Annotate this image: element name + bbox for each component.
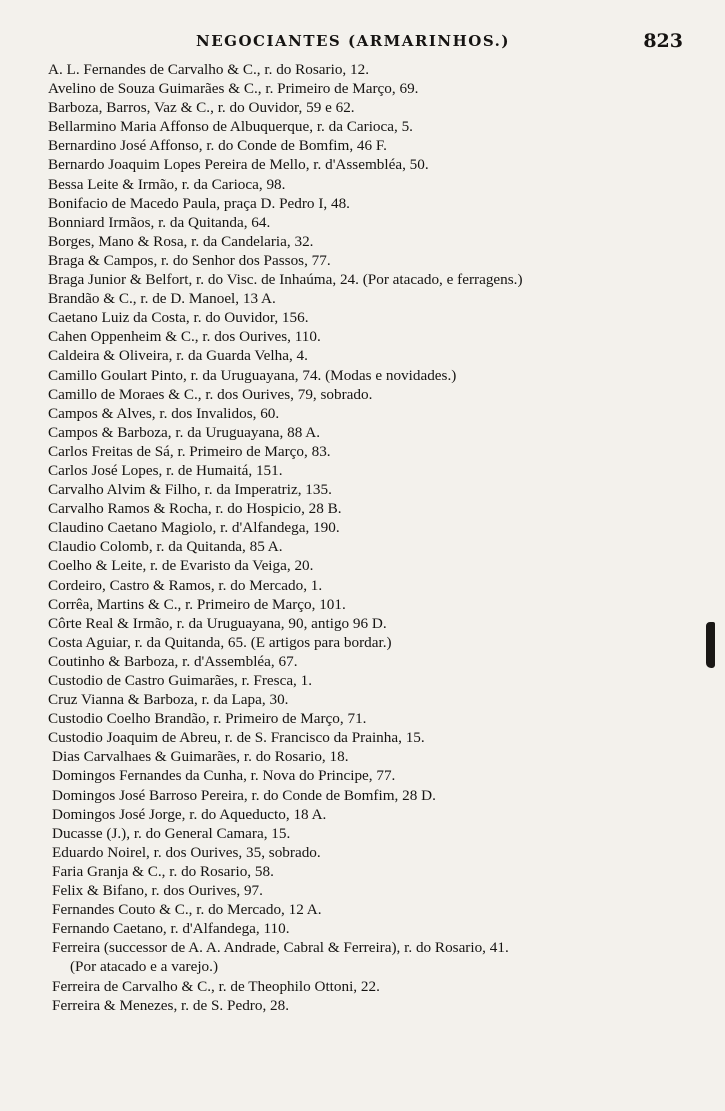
directory-entry — [0, 366, 725, 385]
entry-text: Campos & Barboza, r. da Uruguayana, 88 A. — [48, 423, 321, 441]
directory-entry — [0, 346, 725, 365]
entry-text: Domingos Fernandes da Cunha, r. Nova do Principe, 77. — [52, 767, 396, 785]
directory-entry — [0, 442, 725, 461]
entry-text: Cruz Vianna & Barboza, r. da Lapa, 30. — [48, 691, 289, 709]
directory-entry — [0, 518, 725, 537]
directory-entry — [0, 194, 725, 213]
directory-entry — [0, 461, 725, 480]
entry-text: Bonifacio de Macedo Paula, praça D. Pedro I, 48. — [48, 194, 350, 212]
directory-entry — [0, 919, 725, 938]
directory-entry — [0, 232, 725, 251]
directory-entry — [0, 60, 725, 79]
directory-entry — [0, 537, 725, 556]
entry-text: Carvalho Ramos & Rocha, r. do Hospicio, 28 B. — [48, 500, 342, 518]
entry-text: Carvalho Alvim & Filho, r. da Imperatriz, 135. — [48, 481, 332, 499]
directory-entry — [0, 652, 725, 671]
directory-entry — [0, 327, 725, 346]
directory-entry — [0, 690, 725, 709]
directory-entry — [0, 556, 725, 575]
entry-text: Domingos José Jorge, r. do Aqueducto, 18 A. — [52, 805, 327, 823]
directory-entry — [0, 499, 725, 518]
entry-text: Fernando Caetano, r. d'Alfandega, 110. — [52, 920, 290, 938]
directory-entry — [0, 595, 725, 614]
entry-text: Côrte Real & Irmão, r. da Uruguayana, 90, antigo 96 D. — [48, 614, 387, 632]
entry-text: Ducasse (J.), r. do General Camara, 15. — [52, 824, 291, 842]
entry-text: Barboza, Barros, Vaz & C., r. do Ouvidor, 59 e 62. — [48, 99, 355, 117]
directory-entry — [0, 747, 725, 766]
directory-entry — [0, 270, 725, 289]
entry-text: Carlos José Lopes, r. de Humaitá, 151. — [48, 461, 283, 479]
entry-text: Cordeiro, Castro & Ramos, r. do Mercado, 1. — [48, 576, 323, 594]
directory-entry — [0, 404, 725, 423]
merchant-list — [0, 60, 725, 1015]
entry-text: Campos & Alves, r. dos Invalidos, 60. — [48, 404, 280, 422]
directory-entry — [0, 251, 725, 270]
entry-text: Coutinho & Barboza, r. d'Assembléa, 67. — [48, 652, 298, 670]
directory-entry — [0, 614, 725, 633]
entry-text: Borges, Mano & Rosa, r. da Candelaria, 32. — [48, 232, 314, 250]
entry-text: Brandão & C., r. de D. Manoel, 13 A. — [48, 290, 276, 308]
directory-entry — [0, 423, 725, 442]
entry-text: Claudio Colomb, r. da Quitanda, 85 A. — [48, 538, 283, 556]
entry-text: Domingos José Barroso Pereira, r. do Conde de Bomfim, 28 D. — [52, 786, 436, 804]
directory-entry — [0, 843, 725, 862]
directory-entry — [0, 900, 725, 919]
directory-entry — [0, 308, 725, 327]
entry-text: Custodio Coelho Brandão, r. Primeiro de Março, 71. — [48, 710, 367, 728]
directory-entry — [0, 98, 725, 117]
entry-text: Corrêa, Martins & C., r. Primeiro de Março, 101. — [48, 595, 346, 613]
entry-text: Claudino Caetano Magiolo, r. d'Alfandega, 190. — [48, 519, 340, 537]
entry-text: Braga & Campos, r. do Senhor dos Passos, 77. — [48, 251, 331, 269]
entry-text: Cahen Oppenheim & C., r. dos Ourives, 110. — [48, 328, 321, 346]
entry-text: Coelho & Leite, r. de Evaristo da Veiga, 20. — [48, 557, 314, 575]
entry-text: Ferreira (successor de A. A. Andrade, Cabral & Ferreira), r. do Rosario, 41. — [52, 939, 509, 957]
page-header — [0, 30, 725, 56]
ink-blot — [706, 622, 715, 668]
entry-text: Eduardo Noirel, r. dos Ourives, 35, sobrado. — [52, 843, 321, 861]
entry-text: Caetano Luiz da Costa, r. do Ouvidor, 156. — [48, 309, 309, 327]
entry-text: Faria Granja & C., r. do Rosario, 58. — [52, 862, 274, 880]
directory-entry — [0, 977, 725, 996]
entry-text: Dias Carvalhaes & Guimarães, r. do Rosario, 18. — [52, 748, 349, 766]
entry-continuation: (Por atacado e a varejo.) — [70, 958, 218, 976]
directory-entry — [0, 155, 725, 174]
entry-text: Carlos Freitas de Sá, r. Primeiro de Março, 83. — [48, 442, 331, 460]
directory-entry — [0, 289, 725, 308]
entry-text: Camillo Goulart Pinto, r. da Uruguayana, 74. (Modas e novidades.) — [48, 366, 457, 384]
directory-entry — [0, 480, 725, 499]
directory-entry — [0, 881, 725, 900]
entry-text: Bonniard Irmãos, r. da Quitanda, 64. — [48, 213, 271, 231]
directory-entry — [0, 136, 725, 155]
directory-entry — [0, 996, 725, 1015]
entry-text: Ferreira & Menezes, r. de S. Pedro, 28. — [52, 996, 290, 1014]
directory-entry — [0, 766, 725, 785]
directory-entry — [0, 938, 725, 976]
entry-text: Bernardino José Affonso, r. do Conde de Bomfim, 46 F. — [48, 137, 387, 155]
entry-text: Felix & Bifano, r. dos Ourives, 97. — [52, 882, 263, 900]
entry-text: Fernandes Couto & C., r. do Mercado, 12 A. — [52, 901, 322, 919]
entry-text: Caldeira & Oliveira, r. da Guarda Velha, 4. — [48, 347, 308, 365]
directory-entry — [0, 786, 725, 805]
entry-text: Bessa Leite & Irmão, r. da Carioca, 98. — [48, 175, 286, 193]
directory-entry — [0, 862, 725, 881]
entry-text: Costa Aguiar, r. da Quitanda, 65. (E artigos para bordar.) — [48, 633, 392, 651]
directory-entry — [0, 213, 725, 232]
entry-text: Bernardo Joaquim Lopes Pereira de Mello, r. d'Assembléa, 50. — [48, 156, 429, 174]
directory-entry — [0, 709, 725, 728]
entry-text: Braga Junior & Belfort, r. do Visc. de Inhaúma, 24. (Por atacado, e ferragens.) — [48, 271, 523, 289]
directory-entry — [0, 824, 725, 843]
directory-entry — [0, 79, 725, 98]
directory-entry — [0, 728, 725, 747]
directory-entry — [0, 385, 725, 404]
directory-entry — [0, 175, 725, 194]
page-number: 823 — [643, 30, 683, 52]
entry-text: Custodio de Castro Guimarães, r. Fresca, 1. — [48, 672, 313, 689]
directory-entry — [0, 576, 725, 595]
directory-entry — [0, 633, 725, 652]
entry-text: Avelino de Souza Guimarães & C., r. Primeiro de Março, 69. — [48, 80, 419, 98]
entry-text: Custodio Joaquim de Abreu, r. de S. Francisco da Prainha, 15. — [48, 729, 425, 747]
directory-entry — [0, 805, 725, 824]
directory-entry — [0, 117, 725, 136]
entry-text: Bellarmino Maria Affonso de Albuquerque, r. da Carioca, 5. — [48, 118, 413, 136]
entry-text: Ferreira de Carvalho & C., r. de Theophilo Ottoni, 22. — [52, 977, 380, 995]
entry-text: Camillo de Moraes & C., r. dos Ourives, 79, sobrado. — [48, 385, 373, 403]
directory-entry — [0, 671, 725, 690]
entry-text: A. L. Fernandes de Carvalho & C., r. do Rosario, 12. — [48, 61, 369, 78]
section-title: NEGOCIANTES (ARMARINHOS.) — [196, 32, 510, 50]
